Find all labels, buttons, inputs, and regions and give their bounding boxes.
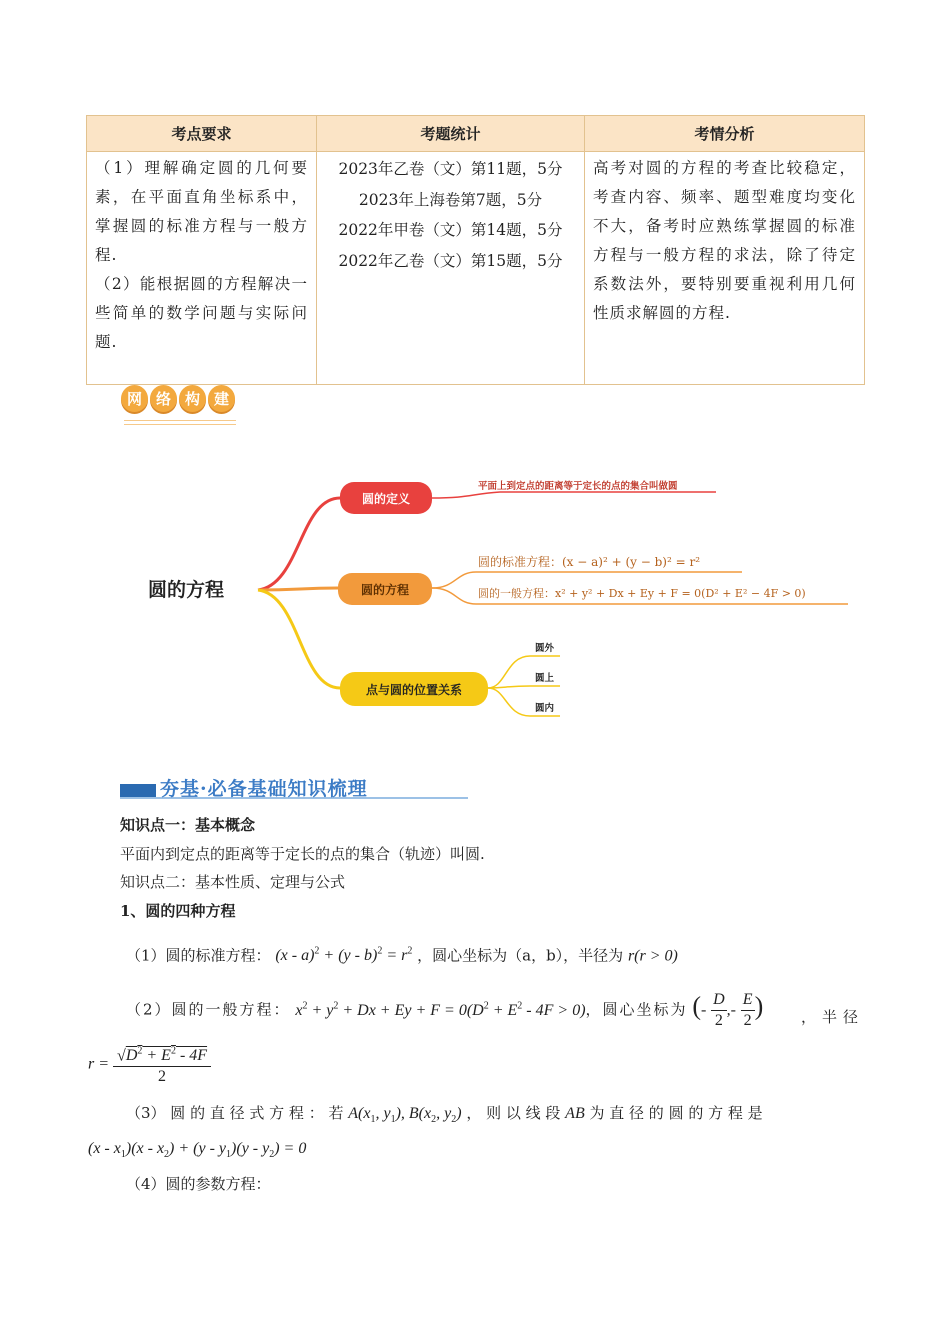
points-formula: $A(x_1$, $y_1$), $B(x_2$, $y_2$) bbox=[348, 1105, 462, 1126]
center-y-fraction: $\frac{E}{2}$ bbox=[742, 991, 753, 1029]
item1-prefix: （1）圆的标准方程： bbox=[126, 946, 271, 965]
equations-title: 1、圆的四种方程 bbox=[120, 902, 236, 920]
item3-line bbox=[126, 1103, 864, 1130]
item2-suffix: ，半径 bbox=[800, 1008, 864, 1026]
radius-formula: r(r > 0) bbox=[627, 947, 678, 965]
diameter-equation-formula: $(x - x_1)(x - x_2) + (y - y_1)(y - y_2) = 0$ bbox=[88, 1140, 307, 1161]
node-equation-label: 圆的方程 bbox=[360, 583, 410, 597]
item1-mid: ，圆心坐标为（a，b），半径为 bbox=[417, 946, 624, 965]
section-title: 夯基·必备基础知识梳理 bbox=[160, 778, 368, 800]
standard-equation-formula: $(x - a)^2 + (y - b)^2 = r^2$ bbox=[275, 946, 413, 965]
header-requirements: 考点要求 bbox=[87, 116, 317, 152]
item2-line: （2）圆的一般方程： $x^2 + y^2 + Dx + Ey + F = 0(D^2 + E^2 - 4F > 0)$，圆心坐标为 (- $\frac{D}{2}$ ,- $\frac{E}{2}$ ) ，半径 bbox=[126, 991, 864, 1029]
kp2-title: 知识点二：基本性质、定理与公式 bbox=[120, 873, 346, 891]
segment-ab: AB bbox=[565, 1105, 585, 1122]
position-on: 圆上 bbox=[535, 673, 555, 684]
requirement-1: （1）理解确定圆的几何要素，在平面直角坐标系中，掌握圆的标准方程与一般方程. bbox=[95, 159, 308, 264]
item3-suffix: 为 直 径 的 圆 的 方 程 是 bbox=[589, 1104, 763, 1122]
stat-item: 2023年乙卷（文）第11题，5分 bbox=[338, 160, 563, 178]
stat-item: 2022年乙卷（文）第15题，5分 bbox=[338, 251, 563, 270]
section-bar bbox=[120, 784, 156, 797]
definition-text: 平面上到定点的距离等于定长的点的集合叫做圆 bbox=[478, 481, 678, 492]
center-formula: ( bbox=[692, 991, 701, 1021]
node-position-label: 点与圆的位置关系 bbox=[365, 683, 463, 697]
analysis-text: 高考对圆的方程的考查比较稳定，考查内容、频率、题型难度均变化不大，备考时应熟练掌握圆的标准方程与一般方程的求法，除了待定系数法外，要特别要重视利用几何性质求解圆的方程. bbox=[593, 159, 856, 322]
branch-definition bbox=[258, 498, 340, 590]
analysis-cell bbox=[585, 152, 865, 385]
standard-equation-text: 圆的标准方程：(x − a)² + (y − b)² = r² bbox=[478, 555, 701, 569]
definition-connector bbox=[432, 492, 716, 498]
statistics-cell bbox=[317, 152, 585, 385]
badge-char: 建 bbox=[208, 385, 235, 412]
item4-line: （4）圆的参数方程： bbox=[126, 1175, 271, 1193]
item2-prefix: （2）圆的一般方程： bbox=[126, 1000, 291, 1019]
general-equation-formula: $x^2 + y^2 + Dx + Ey + F = 0(D^2 + E^2 - 4F > 0)$ bbox=[295, 1000, 586, 1019]
node-definition-label: 圆的定义 bbox=[361, 492, 411, 506]
radius-general-line: r = $\frac{√D^2 + E^2 - 4F}{2}$ bbox=[88, 1042, 211, 1087]
stat-item: 2022年甲卷（文）第14题，5分 bbox=[338, 221, 563, 239]
requirement-2: （2）能根据圆的方程解决一些简单的数学问题与实际问题. bbox=[95, 275, 308, 351]
badge-char: 络 bbox=[150, 385, 177, 412]
item3-prefix: （3） 圆 的 直 径 式 方 程 ： 若 bbox=[126, 1104, 344, 1122]
stat-item: 2023年上海卷第7题，5分 bbox=[358, 190, 543, 209]
item3-mid: ， 则 以 线 段 bbox=[466, 1104, 561, 1122]
network-badge bbox=[121, 385, 235, 412]
kp1-text: 平面内到定点的距离等于定长的点的集合（轨迹）叫圆. bbox=[120, 845, 485, 863]
exam-requirements-table bbox=[86, 115, 865, 385]
on-connector bbox=[488, 686, 560, 688]
branch-equation bbox=[258, 588, 338, 590]
mindmap-root: 圆的方程 bbox=[148, 579, 225, 601]
branch-position bbox=[258, 590, 340, 688]
diameter-equation-line bbox=[88, 1138, 306, 1165]
kp1-title: 知识点一：基本概念 bbox=[120, 816, 256, 834]
item1-line bbox=[126, 942, 678, 966]
general-equation-text: 圆的一般方程：x² + y² + Dx + Ey + F = 0(D² + E² − 4F > 0) bbox=[478, 587, 806, 600]
header-analysis: 考情分析 bbox=[585, 116, 865, 152]
position-outside: 圆外 bbox=[535, 643, 555, 654]
header-statistics: 考题统计 bbox=[317, 116, 585, 152]
standard-connector bbox=[432, 572, 742, 588]
item2-mid: ，圆心坐标为 bbox=[585, 1000, 688, 1019]
badge-char: 构 bbox=[179, 385, 206, 412]
mind-map bbox=[0, 460, 950, 740]
badge-char: 网 bbox=[121, 385, 148, 412]
radius-general-fraction: $\frac{√D^2 + E^2 - 4F}{2}$ bbox=[113, 1042, 211, 1087]
badge-underline bbox=[124, 420, 236, 425]
center-x-fraction: $\frac{D}{2}$ bbox=[713, 991, 725, 1029]
position-inside: 圆内 bbox=[535, 703, 555, 714]
requirements-cell bbox=[87, 152, 317, 385]
